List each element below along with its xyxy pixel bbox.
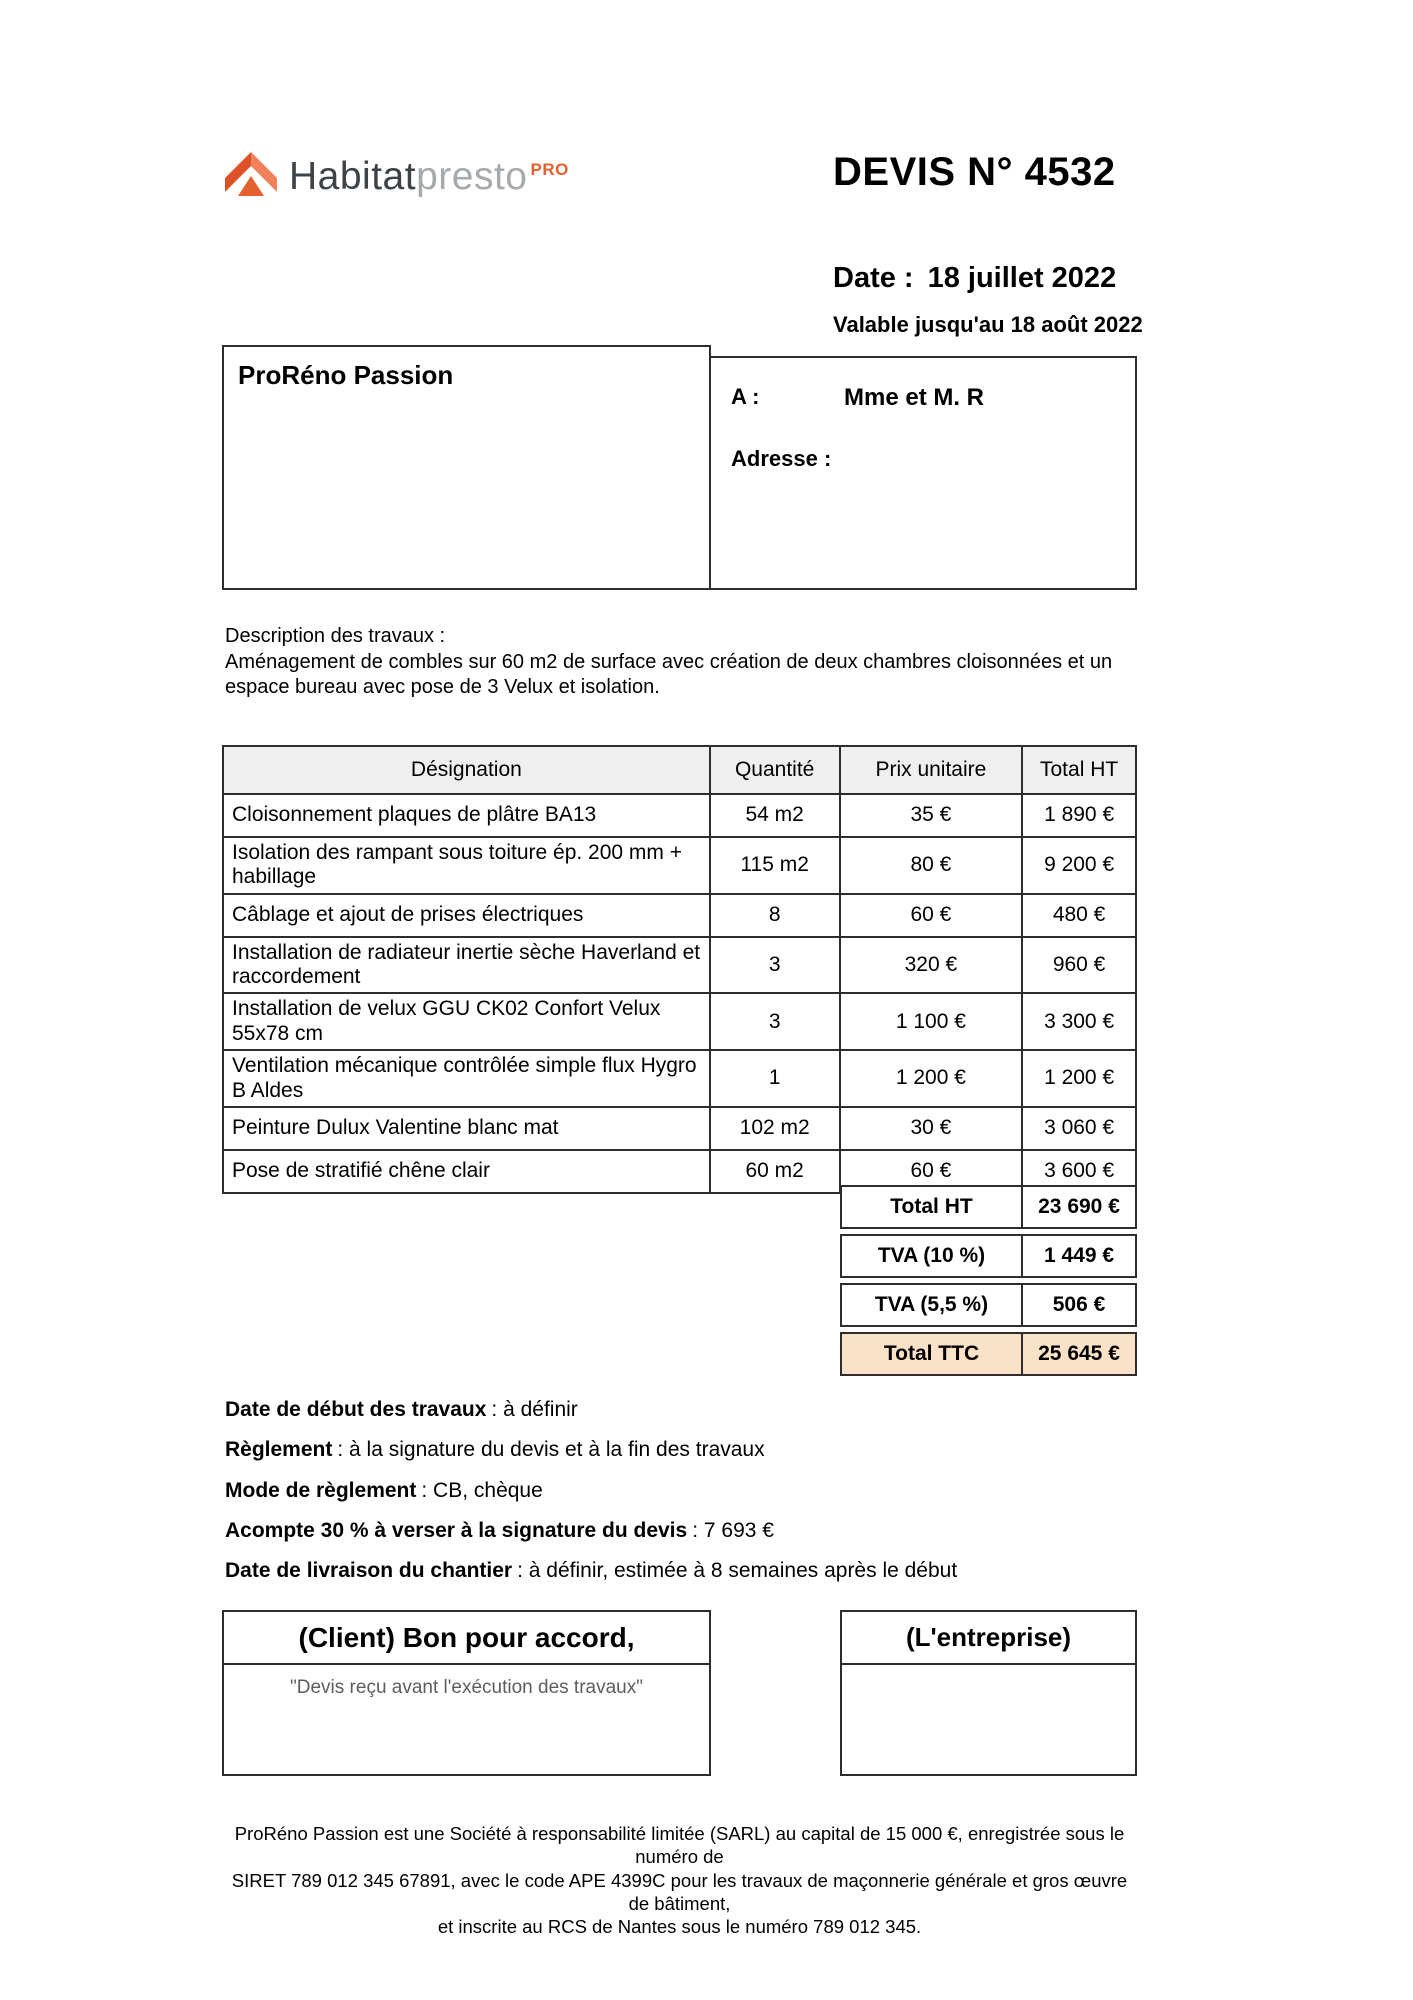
term-line	[225, 1557, 1143, 1584]
term-value: : à définir, estimée à 8 semaines après le début	[517, 1559, 958, 1583]
items-table-header-row	[223, 746, 1136, 794]
term-value: : CB, chèque	[421, 1478, 543, 1502]
item-total-ht: 9 200 €	[1022, 837, 1136, 894]
legal-footer	[222, 1822, 1137, 1938]
items-table	[222, 745, 1137, 1194]
legal-footer-line: ProRéno Passion est une Société à responsabilité limitée (SARL) au capital de 15 000 €, enregistrée sous le numéro de	[234, 1823, 1125, 1868]
item-quantity: 3	[710, 993, 840, 1050]
legal-footer-line: SIRET 789 012 345 67891, avec le code APE 4399C pour les travaux de maçonnerie générale et gros œuvre de bâtiment,	[231, 1869, 1128, 1914]
item-row	[223, 837, 1136, 894]
totals-row-label: Total HT	[842, 1187, 1023, 1227]
item-quantity: 115 m2	[710, 837, 840, 894]
item-total-ht: 480 €	[1022, 894, 1136, 937]
totals-row-label: Total TTC	[842, 1334, 1023, 1374]
item-designation: Ventilation mécanique contrôlée simple flux Hygro B Aldes	[223, 1050, 710, 1107]
client-address-row	[731, 446, 1135, 472]
works-description	[225, 624, 1143, 701]
item-row	[223, 1050, 1136, 1107]
totals-row-value: 25 645 €	[1038, 1342, 1120, 1365]
item-unit-price: 60 €	[840, 894, 1023, 937]
item-total-ht: 960 €	[1022, 937, 1136, 994]
col-header-designation: Désignation	[223, 746, 710, 794]
item-quantity: 54 m2	[710, 794, 840, 837]
item-row	[223, 993, 1136, 1050]
company-info-box	[222, 345, 711, 590]
item-unit-price: 320 €	[840, 937, 1023, 994]
term-line	[225, 1477, 1143, 1504]
totals-row	[840, 1185, 1137, 1229]
item-row	[223, 894, 1136, 937]
client-signature-box	[222, 1610, 711, 1776]
item-unit-price: 80 €	[840, 837, 1023, 894]
works-description-title: Description des travaux :	[225, 625, 446, 647]
term-line	[225, 1517, 1143, 1544]
item-row	[223, 937, 1136, 994]
term-label: Acompte 30 % à verser à la signature du devis	[225, 1518, 688, 1542]
term-label: Mode de règlement	[225, 1478, 417, 1502]
term-value: : à la signature du devis et à la fin des travaux	[337, 1438, 765, 1462]
habitatpresto-arrow-logo-icon	[225, 152, 277, 202]
brand-name-secondary: presto	[416, 155, 528, 198]
doc-date-label: Date :	[833, 262, 914, 294]
company-signature-title: (L'entreprise)	[842, 1612, 1135, 1665]
item-total-ht: 3 060 €	[1022, 1107, 1136, 1150]
item-designation: Installation de velux GGU CK02 Confort Velux 55x78 cm	[223, 993, 710, 1050]
item-quantity: 3	[710, 937, 840, 994]
totals-row	[840, 1283, 1137, 1327]
doc-date-line	[833, 262, 1116, 295]
item-total-ht: 1 890 €	[1022, 794, 1136, 837]
item-total-ht: 3 300 €	[1022, 993, 1136, 1050]
totals-row	[840, 1332, 1137, 1376]
term-label: Date de début des travaux	[225, 1398, 487, 1421]
item-quantity: 8	[710, 894, 840, 937]
client-signature-title: (Client) Bon pour accord,	[224, 1612, 709, 1665]
item-unit-price: 1 100 €	[840, 993, 1023, 1050]
term-label: Date de livraison du chantier	[225, 1559, 513, 1583]
doc-title: DEVIS N° 4532	[833, 150, 1116, 194]
client-to-row	[731, 384, 1135, 412]
term-value: : 7 693 €	[692, 1518, 774, 1542]
item-quantity: 102 m2	[710, 1107, 840, 1150]
company-signature-box	[840, 1610, 1137, 1776]
item-quantity: 1	[710, 1050, 840, 1107]
item-designation: Installation de radiateur inertie sèche Haverland et raccordement	[223, 937, 710, 994]
item-unit-price: 30 €	[840, 1107, 1023, 1150]
client-address-label: Adresse :	[731, 446, 832, 471]
item-quantity: 60 m2	[710, 1150, 840, 1193]
brand-logo	[225, 152, 569, 202]
client-name: Mme et M. R	[844, 384, 985, 411]
item-row	[223, 794, 1136, 837]
item-designation: Isolation des rampant sous toiture ép. 200 mm + habillage	[223, 837, 710, 894]
totals-block	[840, 1185, 1137, 1381]
totals-row-value: 1 449 €	[1043, 1244, 1115, 1267]
doc-date-value: 18 juillet 2022	[927, 262, 1117, 294]
term-line	[225, 1436, 1143, 1463]
item-row	[223, 1107, 1136, 1150]
totals-row-value: 23 690 €	[1038, 1195, 1120, 1218]
client-signature-note: "Devis reçu avant l'exécution des travaux"	[290, 1677, 643, 1698]
doc-header	[833, 150, 1138, 195]
totals-row-value: 506 €	[1052, 1293, 1106, 1316]
client-info-box	[711, 356, 1137, 590]
item-total-ht: 1 200 €	[1022, 1050, 1136, 1107]
company-name: ProRéno Passion	[238, 360, 454, 390]
item-total-ht: 3 600 €	[1022, 1150, 1136, 1193]
payment-terms	[225, 1396, 1143, 1597]
col-header-quantity: Quantité	[710, 746, 840, 794]
brand-name-primary: Habitat	[289, 155, 417, 198]
works-description-body: Aménagement de combles sur 60 m2 de surface avec création de deux chambres cloisonnées et un espace bureau avec pose de 3 Velux et isolation.	[225, 650, 1113, 699]
totals-row	[840, 1234, 1137, 1278]
doc-validity: Valable jusqu'au 18 août 2022	[833, 312, 1143, 337]
brand-pro-badge: PRO	[530, 160, 569, 179]
term-label: Règlement	[225, 1438, 333, 1462]
item-unit-price: 1 200 €	[840, 1050, 1023, 1107]
brand-wordmark	[289, 155, 569, 199]
item-designation: Pose de stratifié chêne clair	[223, 1150, 710, 1193]
col-header-total-ht: Total HT	[1022, 746, 1136, 794]
item-designation: Câblage et ajout de prises électriques	[223, 894, 710, 937]
totals-row-label: TVA (5,5 %)	[842, 1285, 1023, 1325]
item-designation: Peinture Dulux Valentine blanc mat	[223, 1107, 710, 1150]
item-unit-price: 60 €	[840, 1150, 1023, 1193]
item-unit-price: 35 €	[840, 794, 1023, 837]
term-value: : à définir	[491, 1398, 578, 1421]
legal-footer-line: et inscrite au RCS de Nantes sous le numéro 789 012 345.	[437, 1916, 922, 1938]
item-designation: Cloisonnement plaques de plâtre BA13	[223, 794, 710, 837]
totals-row-label: TVA (10 %)	[842, 1236, 1023, 1276]
col-header-unit-price: Prix unitaire	[840, 746, 1023, 794]
term-line	[225, 1396, 1143, 1423]
client-to-label: A :	[731, 384, 760, 409]
